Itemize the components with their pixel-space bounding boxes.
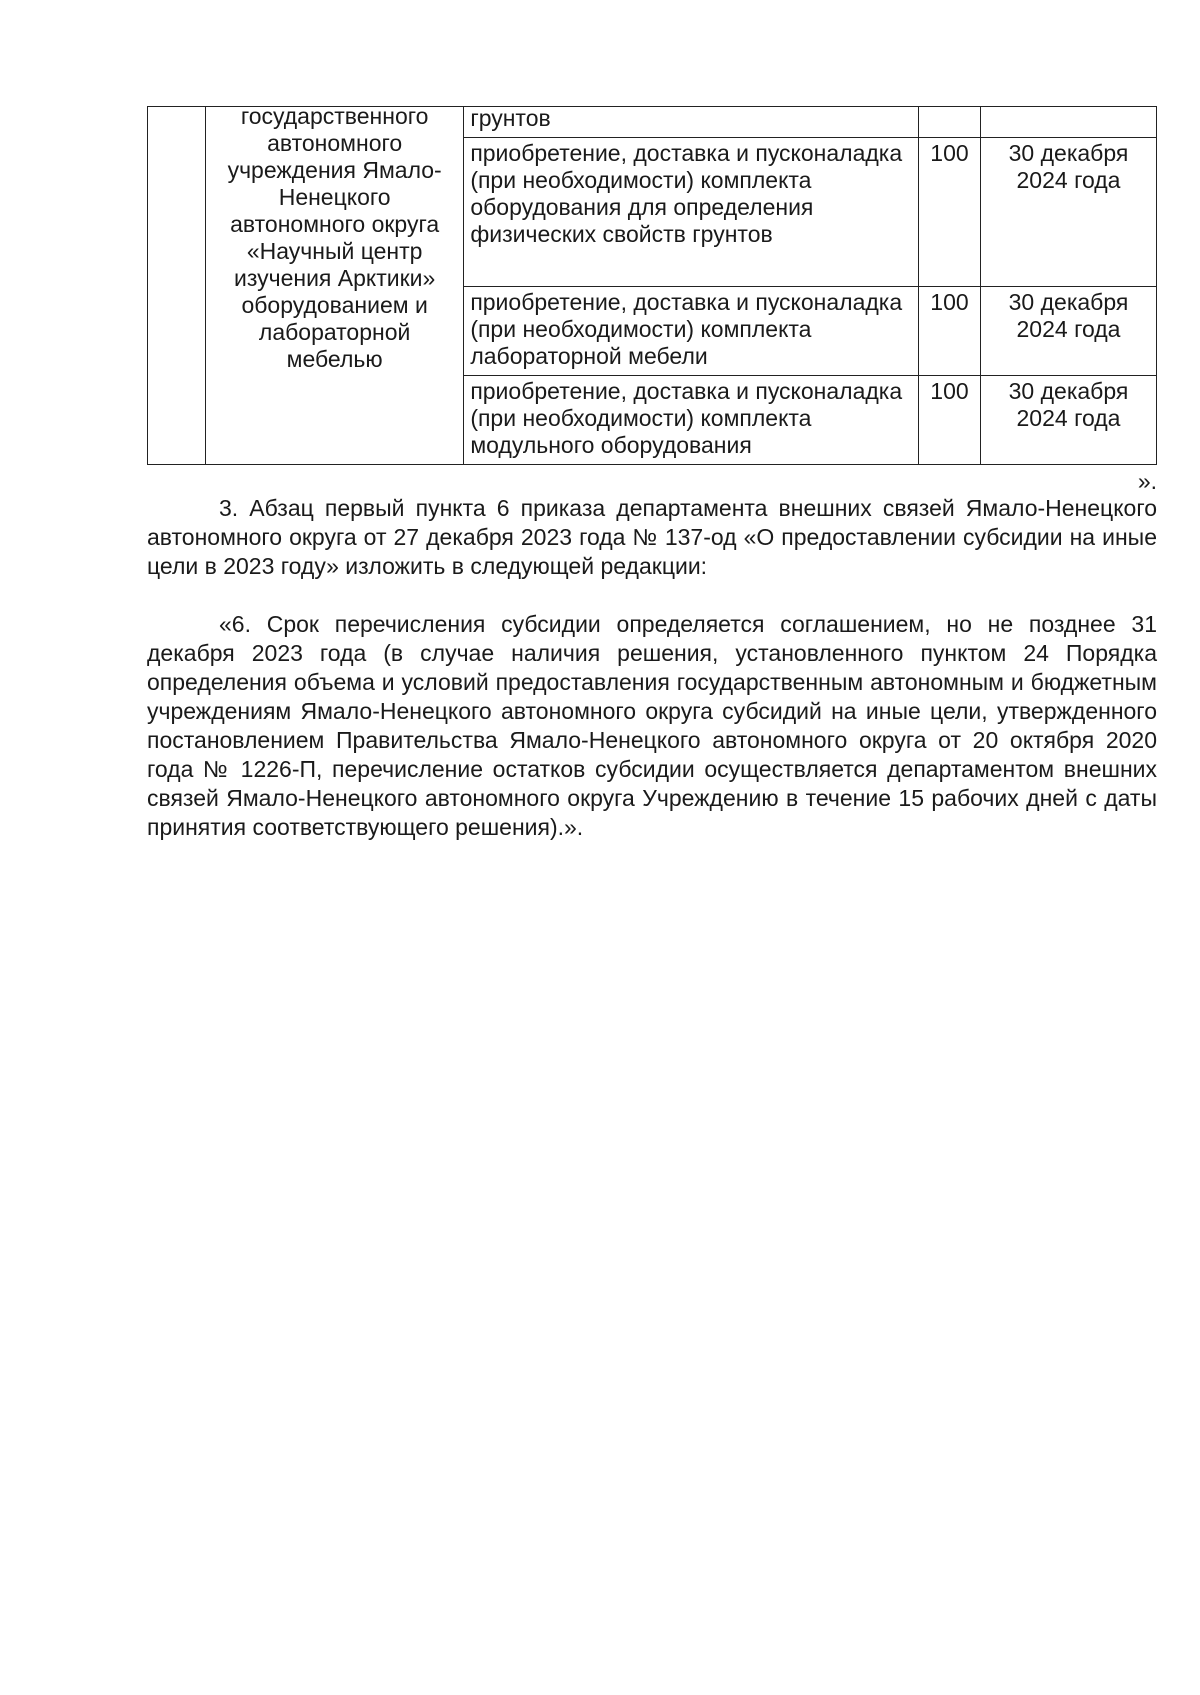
task-cell <box>464 107 919 138</box>
date-cell <box>981 107 1157 138</box>
task-text: грунтов <box>470 105 551 131</box>
task-text: приобретение, доставка и пусконаладка (при необходимости) комплекта лабораторной мебели <box>470 289 903 369</box>
task-cell <box>464 376 919 465</box>
task-text: приобретение, доставка и пусконаладка (при необходимости) комплекта оборудования для определения физических свойств грунтов <box>470 140 903 247</box>
percent-text: 100 <box>930 140 969 166</box>
percent-text: 100 <box>930 289 969 315</box>
percent-cell <box>918 287 980 376</box>
measures-table <box>147 103 1157 465</box>
task-text: приобретение, доставка и пусконаладка (при необходимости) комплекта модульного оборудования <box>470 378 903 458</box>
paragraph-new-wording-6: «6. Срок перечисления субсидии определяется соглашением, но не позднее 31 декабря 2023 года (в случае наличия решения, установленного пунктом 24 Порядка определения объема и условий предоставления государственным автономным и бюджетным учреждениям Ямало-Ненецкого автономного округа субсидий на иные цели, утвержденного постановлением Правительства Ямало-Ненецкого автономного округа от 20 октября 2020 года № 1226-П, перечисление остатков субсидии осуществляется департаментом внешних связей Ямало-Ненецкого автономного округа Учреждению в течение 15 рабочих дней с даты принятия соответствующего решения).». <box>147 611 1157 840</box>
row-number-cell <box>148 107 206 465</box>
organization-cell <box>205 103 463 465</box>
date-text: 30 декабря 2024 года <box>1008 289 1129 342</box>
percent-cell <box>918 138 980 287</box>
percent-cell <box>918 376 980 465</box>
percent-cell <box>918 107 980 138</box>
paragraph-amendment-3: 3. Абзац первый пункта 6 приказа департамента внешних связей Ямало-Ненецкого автономного округа от 27 декабря 2023 года № 137-од «О предоставлении субсидии на иные цели в 2023 году» изложить в следующей редакции: <box>147 495 1157 579</box>
date-cell <box>981 138 1157 287</box>
task-cell <box>464 138 919 287</box>
date-text: 30 декабря 2024 года <box>1008 378 1129 431</box>
date-text: 30 декабря 2024 года <box>1008 140 1129 193</box>
date-cell <box>981 376 1157 465</box>
task-cell <box>464 287 919 376</box>
date-cell <box>981 287 1157 376</box>
table-row <box>148 107 1157 138</box>
closing-quote: ». <box>1137 468 1157 494</box>
organization-text: государственного автономного учреждения Ямало-Ненецкого автономного округа «Научный центр изучения Арктики» оборудованием и лабораторной мебелью <box>227 103 442 372</box>
percent-text: 100 <box>930 378 969 404</box>
